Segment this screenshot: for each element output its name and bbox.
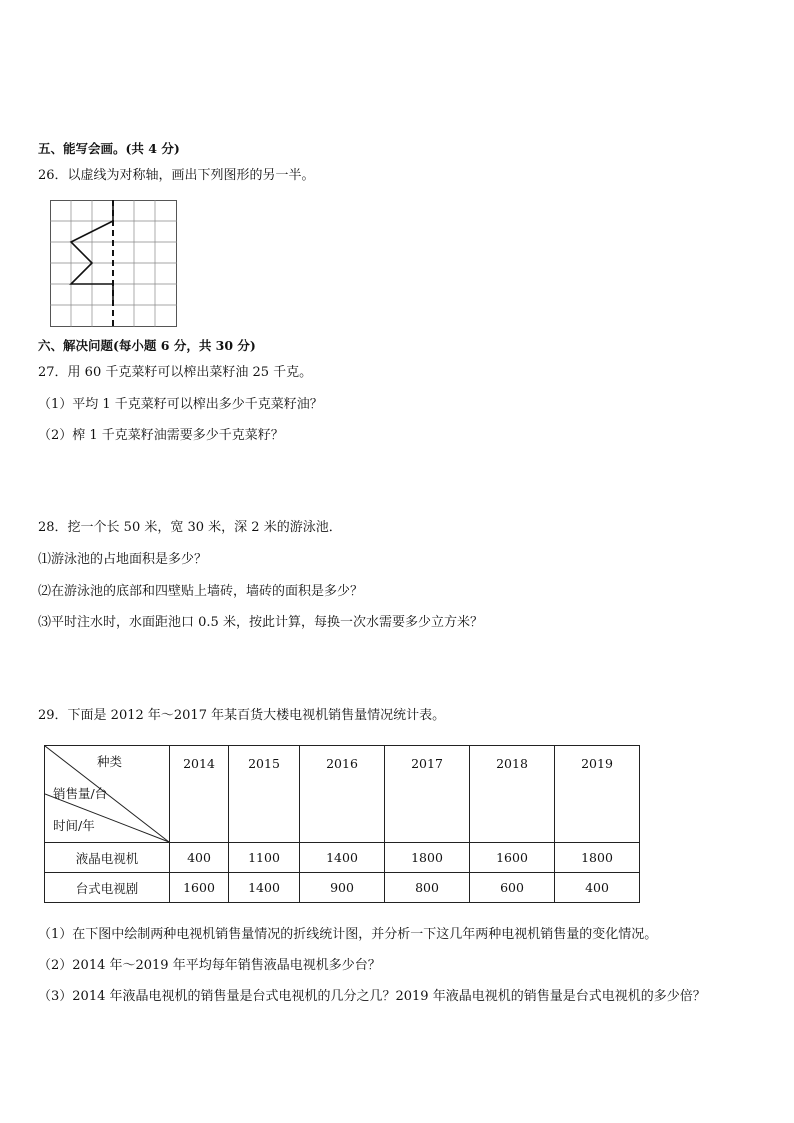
- question-27-stem: 27．用 60 千克菜籽可以榨出菜籽油 25 千克。: [38, 365, 313, 380]
- table-cell: 1400: [300, 843, 385, 873]
- table-cell: 1800: [385, 843, 470, 873]
- question-28-sub2: ⑵在游泳池的底部和四壁贴上墙砖，墙砖的面积是多少？: [38, 584, 364, 599]
- table-cell: 1600: [170, 873, 229, 903]
- question-29-sub3: （3）2014 年液晶电视机的销售量是台式电视机的几分之几？2019 年液晶电视机的销售量是台式电视机的多少倍？: [38, 989, 706, 1004]
- table-cell: 1400: [229, 873, 300, 903]
- table-cell: 1800: [555, 843, 640, 873]
- corner-label-category: 种类: [97, 754, 123, 769]
- table-header-row: [45, 746, 640, 843]
- table-header-year: 2019: [555, 746, 640, 843]
- table-row: [45, 843, 640, 873]
- table-cell: 800: [385, 873, 470, 903]
- table-cell: 600: [470, 873, 555, 903]
- table-header-year: 2014: [170, 746, 229, 843]
- question-28-stem: 28．挖一个长 50 米，宽 30 米，深 2 米的游泳池．: [38, 520, 342, 535]
- table-cell: 1600: [470, 843, 555, 873]
- section-6-heading: 六、解决问题(每小题 6 分，共 30 分): [38, 338, 256, 353]
- table-header-year: 2018: [470, 746, 555, 843]
- question-29-sub1: （1）在下图中绘制两种电视机销售量情况的折线统计图，并分析一下这几年两种电视机销售量的变化情况。: [38, 927, 658, 942]
- table-cell: 400: [555, 873, 640, 903]
- table-row-label: 台式电视剧: [45, 873, 170, 903]
- symmetry-grid-figure: [50, 200, 177, 327]
- question-27-sub1: （1）平均 1 千克菜籽可以榨出多少千克菜籽油？: [38, 397, 323, 412]
- table-row: [45, 873, 640, 903]
- question-28-sub1: ⑴游泳池的占地面积是多少？: [38, 552, 208, 567]
- table-header-year: 2016: [300, 746, 385, 843]
- question-29-stem: 29．下面是 2012 年～2017 年某百货大楼电视机销售量情况统计表。: [38, 708, 446, 723]
- table-corner-cell: [45, 746, 170, 843]
- question-28-sub3: ⑶平时注水时，水面距池口 0.5 米，按此计算，每换一次水需要多少立方米？: [38, 615, 483, 630]
- table-cell: 1100: [229, 843, 300, 873]
- question-27-sub2: （2）榨 1 千克菜籽油需要多少千克菜籽？: [38, 428, 284, 443]
- tv-sales-table: [44, 745, 640, 903]
- table-cell: 900: [300, 873, 385, 903]
- symmetry-grid-svg: [50, 200, 177, 327]
- section-5-heading: 五、能写会画。(共 4 分): [38, 141, 180, 156]
- table-header-year: 2017: [385, 746, 470, 843]
- table-cell: 400: [170, 843, 229, 873]
- question-26-text: 26．以虚线为对称轴，画出下列图形的另一半。: [38, 168, 315, 183]
- table-header-year: 2015: [229, 746, 300, 843]
- corner-label-time: 时间/年: [53, 818, 95, 833]
- corner-label-sales: 销售量/台: [53, 786, 108, 801]
- question-29-sub2: （2）2014 年～2019 年平均每年销售液晶电视机多少台？: [38, 958, 381, 973]
- table-row-label: 液晶电视机: [45, 843, 170, 873]
